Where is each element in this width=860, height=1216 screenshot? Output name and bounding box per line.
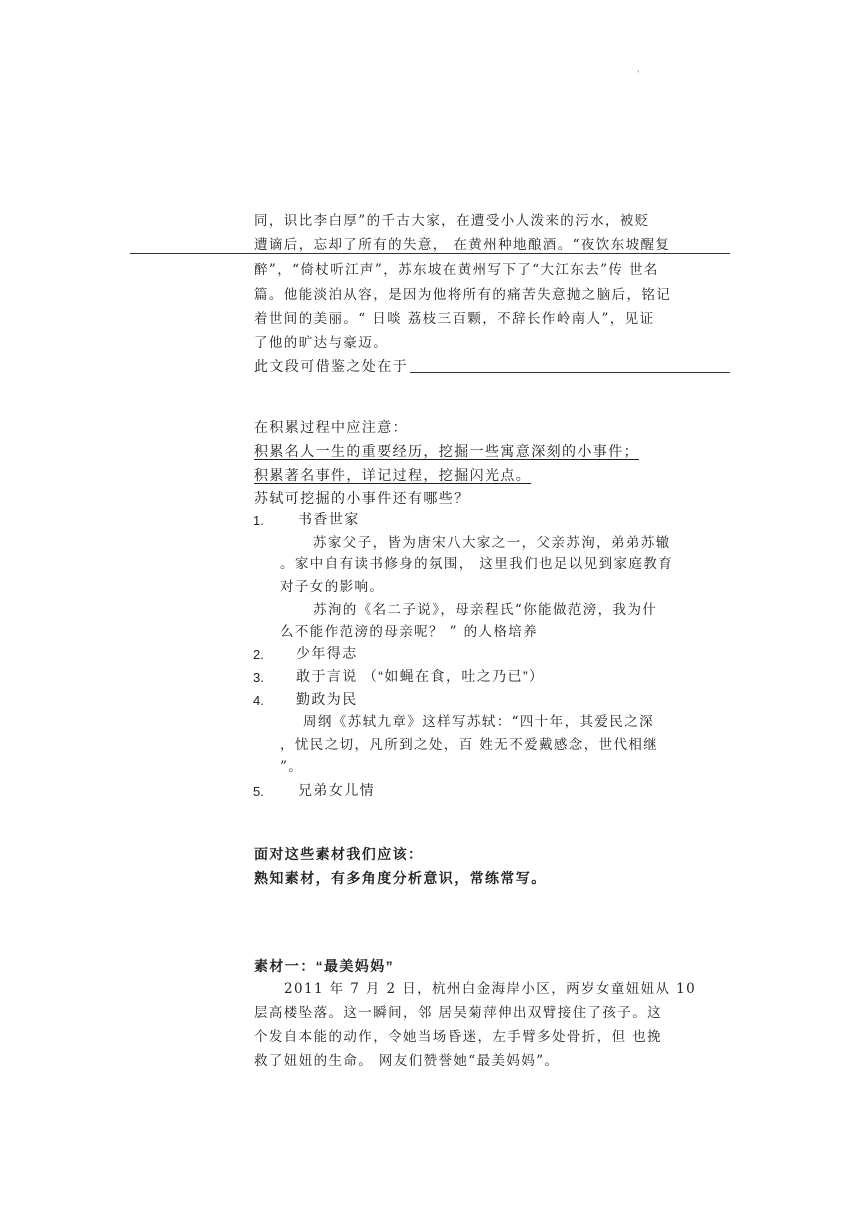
paragraph-line: 醉”，“倚杖听江声”，苏东坡在黄州写下了“大江东去”传 世名 — [254, 262, 659, 278]
list-number: 2. — [253, 647, 264, 662]
notice-line: 积累名人一生的重要经历，挖掘一些寓意深刻的小事件； — [254, 443, 639, 459]
item-text-line: 苏洵的《名二子说》，母亲程氏“你能做范滂，我为什 — [313, 602, 658, 618]
paragraph-line: 了他的旷达与豪迈。 — [254, 335, 389, 351]
item-text-line: 周纲《苏轼九章》这样写苏轼：“四十年，其爱民之深 — [303, 714, 655, 730]
list-item-title: 敢于言说 （“如蝇在食，吐之乃已”） — [296, 668, 545, 684]
paragraph-line: 同，识比李白厚”的千古大家，在遭受小人泼来的污水，被贬 — [254, 213, 650, 229]
corner-mark: ' — [637, 70, 640, 80]
notice-title: 在积累过程中应注意： — [254, 419, 408, 435]
notice-line: 积累著名事件，详记过程，挖掘闪光点。 — [254, 467, 532, 483]
list-number: 1. — [253, 513, 264, 528]
borrow-prompt: 此文段可借鉴之处在于 — [254, 358, 408, 374]
list-item-title: 兄弟女儿情 — [298, 782, 375, 798]
question-text: 苏轼可挖掘的小事件还有哪些？ — [254, 490, 470, 506]
item-text-line: 对子女的影响。 — [280, 579, 385, 595]
list-item-title: 书香世家 — [298, 511, 360, 527]
answer-blank-line[interactable] — [410, 372, 730, 373]
item-text-line: ，忧民之切，凡所到之处，百 姓无不爱戴感念，世代相继 — [280, 737, 659, 753]
item-text-line: 苏家父子，皆为唐宋八大家之一，父亲苏洵，弟弟苏辙 — [313, 535, 671, 551]
list-number: 3. — [253, 670, 264, 685]
material-line: 救了妞妞的生命。 网友们赞誉她“最美妈妈”。 — [254, 1053, 560, 1069]
item-text-line: 。家中自有读书修身的氛围， 这里我们也足以见到家庭教育 — [280, 556, 674, 572]
material-line: 层高楼坠落。这一瞬间，邻 居吴菊萍伸出双臂接住了孩子。这 — [254, 1005, 662, 1021]
list-number: 4. — [253, 693, 264, 708]
material-line: 2011 年 7 月 2 日，杭州白金海岸小区，两岁女童妞妞从 10 — [284, 981, 697, 997]
item-text-line: 么不能作范滂的母亲呢？ ” 的人格培养 — [280, 624, 539, 640]
list-item-title: 勤政为民 — [296, 691, 358, 707]
facing-heading: 面对这些素材我们应该： — [254, 846, 424, 862]
paragraph-line: 遭谪后，忘却了所有的失意， 在黄州种地酿酒。“夜饮东坡醒复 — [254, 237, 671, 253]
list-item-title: 少年得志 — [296, 645, 358, 661]
material-title: 素材一：“最美妈妈” — [254, 958, 394, 974]
list-number: 5. — [253, 784, 264, 799]
facing-conclusion: 熟知素材，有多角度分析意识，常练常写。 — [254, 870, 547, 886]
horizontal-rule — [130, 253, 730, 254]
material-line: 个发自本能的动作，令她当场昏迷，左手臂多处骨折，但 也挽 — [254, 1029, 662, 1045]
paragraph-line: 着世间的美丽。“ 日啖 荔枝三百颗，不辞长作岭南人”，见证 — [254, 311, 655, 327]
item-text-line: ”。 — [280, 759, 304, 775]
paragraph-line: 篇。他能淡泊从容，是因为他将所有的痛苦失意抛之脑后，铭记 — [254, 287, 672, 303]
